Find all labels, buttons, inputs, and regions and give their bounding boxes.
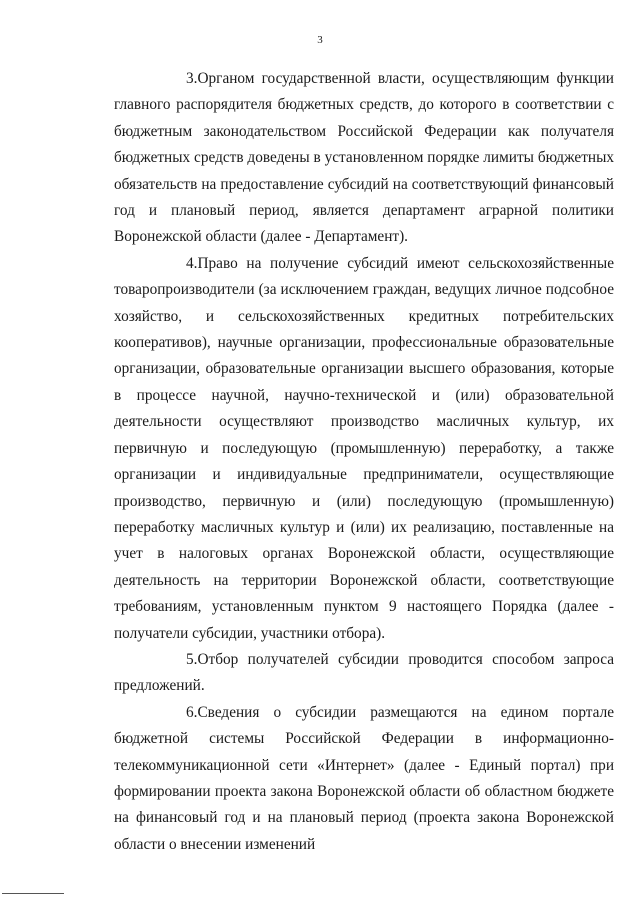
paragraph-number: 5. xyxy=(186,650,198,668)
paragraph-5 xyxy=(114,647,614,700)
paragraph-6 xyxy=(114,700,614,858)
paragraph-number: 4. xyxy=(186,254,198,272)
paragraph-4 xyxy=(114,251,614,647)
paragraph-3 xyxy=(114,66,614,251)
paragraph-text: Отбор получателей субсидии проводится способом запроса предложений. xyxy=(114,650,614,695)
document-body xyxy=(114,66,614,858)
paragraph-text: Сведения о субсидии размещаются на едином портале бюджетной системы Российской Федерации в информационно-телекоммуникационной сети «Интернет» (далее - Единый портал) при формировании проекта закона Воронежской области об областном бюджете на финансовый год и на плановый период (проекта закона Воронежской области о внесении изменений xyxy=(114,703,614,853)
footer-rule xyxy=(2,893,64,894)
page-number: 3 xyxy=(317,34,323,46)
paragraph-text: Право на получение субсидий имеют сельскохозяйственные товаропроизводители (за исключением граждан, ведущих личное подсобное хозяйство, и сельскохозяйственных кредитных потребительских кооперативов), научные организации, профессиональные образовательные организации, образовательные организации высшего образования, которые в процессе научной, научно-технической и (или) образовательной деятельности осуществляют производство масличных культур, их первичную и последующую (промышленную) переработку, а также организации и индивидуальные предприниматели, осуществляющие производство, первичную и (или) последующую (промышленную) переработку масличных культур и (или) их реализацию, поставленные на учет в налоговых органах Воронежской области, осуществляющие деятельность на территории Воронежской области, соответствующие требованиям, установленным пунктом 9 настоящего Порядка (далее - получатели субсидии, участники отбора). xyxy=(114,254,614,642)
paragraph-number: 3. xyxy=(186,70,198,87)
paragraph-text: Органом государственной власти, осуществляющим функции главного распорядителя бюджетных средств, до которого в соответствии с бюджетным законодательством Российской Федерации как получателя бюджетных средств доведены в установленном порядке лимиты бюджетных обязательств на предоставление субсидий на соответствующий финансовый год и плановый период, является департамент аграрной политики Воронежской области (далее - Департамент). xyxy=(114,70,614,246)
paragraph-number: 6. xyxy=(186,703,198,721)
